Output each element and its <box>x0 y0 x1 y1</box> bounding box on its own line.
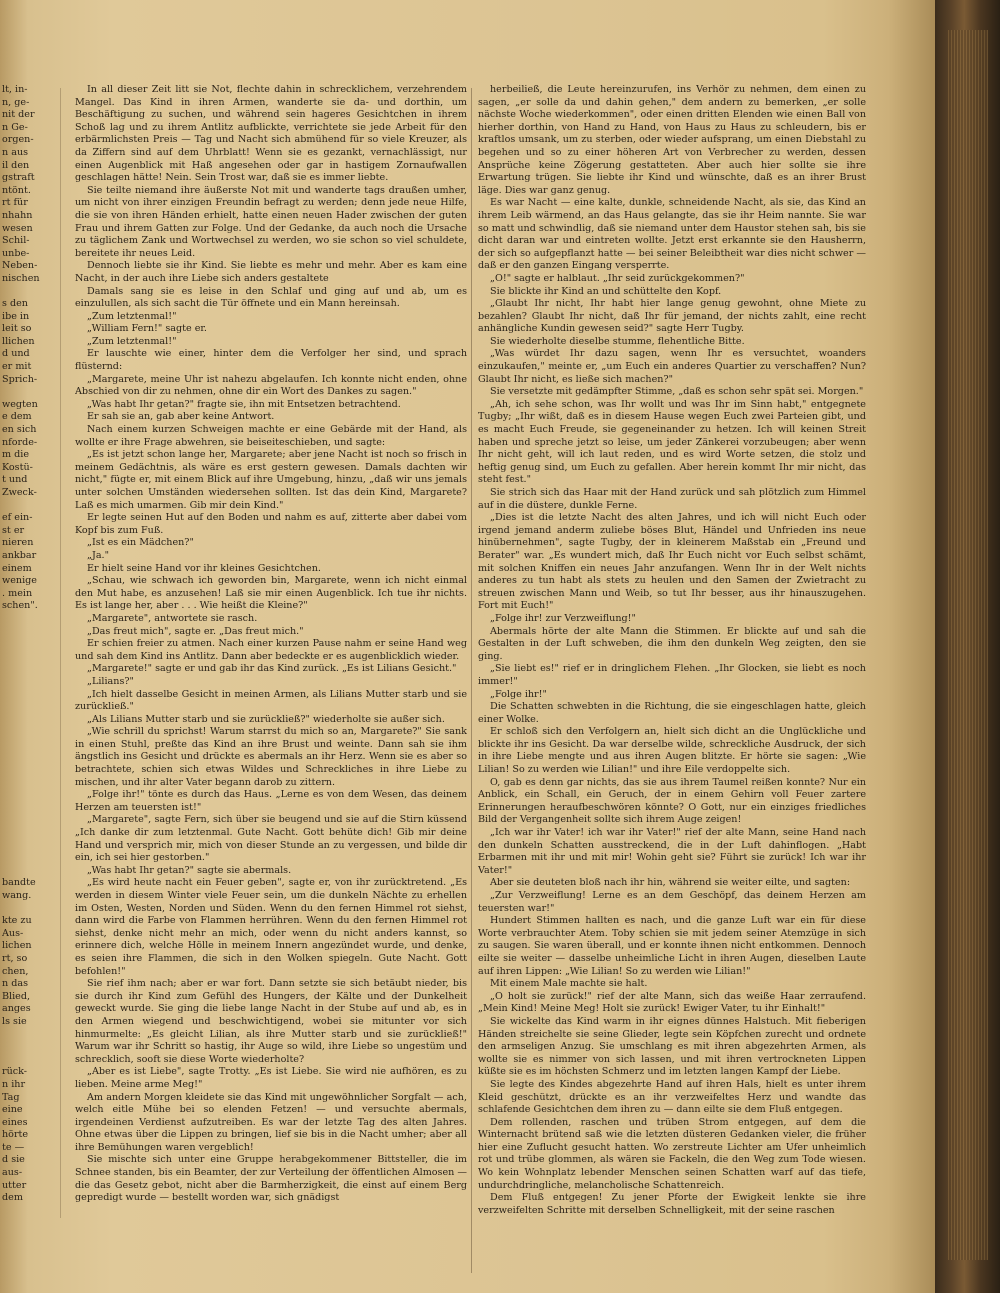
paragraph: „Margarete!" sagte er und gab ihr das Kind zurück. „Es ist Lilians Gesicht." <box>87 663 457 675</box>
paragraph: „Was habt Ihr getan?" sagte sie abermals. <box>87 864 292 876</box>
left-column-line: Neben- <box>2 260 38 272</box>
left-column-line: anges <box>2 1003 31 1015</box>
left-column-line <box>2 286 50 299</box>
paragraph: Am andern Morgen kleidete sie das Kind mit ungewöhnlicher Sorgfalt — ach, welch eitle Mühe bei so elenden Fetzen! — und versuchte abermals, irgendeinen Verdienst aufzutreiben. Es war der letzte Tag des alten Jahres. Ohne etwas über die Lippen zu bringen, lief sie bis in die Nacht umher; aber all ihre Bemühungen waren vergeblich! <box>75 1091 467 1153</box>
paragraph: „Glaubt Ihr nicht, Ihr habt hier lange genug gewohnt, ohne Miete zu bezahlen? Glaubt Ihr nicht, daß Ihr für jemand, der nichts zahlt, eine recht anhängliche Kundin gewesen seid?" sagte Herr Tugby. <box>478 298 866 335</box>
paragraph: Hundert Stimmen hallten es nach, und die ganze Luft war ein für diese Worte verbrauchter Atem. Toby schien sie mit jedem seiner Atemzüge in sich zu saugen. Sie waren überall, und er konnte ihnen nicht entkommen. Dennoch eilte sie weiter — dasselbe unheimliche Licht in ihren Augen, dieselben Laute auf ihren Lippen: „Wie Lilian! So zu werden wie Lilian!" <box>478 915 866 977</box>
left-column-line: lichen <box>2 940 32 952</box>
paragraph: In all dieser Zeit litt sie Not, flechte dahin in schrecklichem, verzehrendem Mangel. Das Kind in ihren Armen, wanderte sie da- und dorthin, um Beschäftigung zu suchen, und während sein hageres Gesichtchen in ihrem Schoß lag und zu ihrem Antlitz aufblickte, verrichtete sie jede Arbeit für den erbärmlichsten Preis — Tag und Nacht sich abmühend für so viele Kreuzer, als da Ziffern sind auf dem Uhrblatt! Wenn sie es gezankt, vernachlässigt, nur einen Augenblick mit Haß angesehen oder gar in hastigem Zornaufwallen geschlagen hätte! Nein. Sein Trost war, daß sie es immer liebte. <box>75 84 467 184</box>
paragraph: Nach einem kurzen Schweigen machte er eine Gebärde mit der Hand, als wollte er ihre Frage abwehren, sie beiseiteschieben, und sagte: <box>75 424 467 448</box>
paragraph: „Es wird heute nacht ein Feuer geben", sagte er, von ihr zurücktretend. „Es werden in diesem Winter viele Feuer sein, um die dunkeln Nächte zu erhellen im Osten, Westen, Norden und Süden. Wenn du den fernen Himmel rot siehst, dann wird die Farbe von Flammen herrühren. Wenn du den fernen Himmel rot siehst, denke nicht mehr an mich, oder wenn du nicht anders kannst, so erinnere dich, welche Hölle in meinem Innern angezündet wurde, und denke, es seien ihre Flammen, die sich in den Wolken spiegeln. Gute Nacht. Gott befohlen!" <box>75 877 467 977</box>
left-column-line: e dem <box>2 411 32 423</box>
paragraph: Sie teilte niemand ihre äußerste Not mit und wanderte tags draußen umher, um nicht von ihrer einzigen Freundin befragt zu werden; denn jede neue Hilfe, die sie von ihren Händen erhielt, hatte einen neuen Hader zwischen der guten Frau und ihrem Gatten zur Folge. Und der Gedanke, da auch noch die Ursache zu täglichem Zank und Wortwechsel zu werden, wo sie schon so viel schuldete, bereitete ihr neues Leid. <box>75 184 467 259</box>
left-column-line <box>2 814 50 827</box>
left-column-line <box>2 739 50 752</box>
left-column-line: Kostü- <box>2 461 33 473</box>
left-column-line: llichen <box>2 335 35 347</box>
left-column-line <box>2 689 50 702</box>
paragraph: Dennoch liebte sie ihr Kind. Sie liebte es mehr und mehr. Aber es kam eine Nacht, in der auch ihre Liebe sich anders gestaltete <box>75 260 467 284</box>
paragraph: „Das freut mich", sagte er. „Das freut mich." <box>87 625 304 637</box>
left-column-line <box>2 714 50 727</box>
left-column-line: n ihr <box>2 1078 26 1090</box>
paragraph: Aber sie deuteten bloß nach ihr hin, während sie weiter eilte, und sagten: <box>490 877 851 889</box>
left-column-line <box>2 726 50 739</box>
left-column-line: hörte <box>2 1129 29 1141</box>
left-column-line <box>2 701 50 714</box>
left-column-line: n, ge- <box>2 96 30 108</box>
left-column-line: t und <box>2 474 28 486</box>
paragraph: „Ah, ich sehe schon, was Ihr wollt und was Ihr im Sinn habt," entgegnete Tugby; „Ihr wißt, daß es in diesem Hause wegen Euch zwei Parteien gibt, und es macht Euch Freude, sie gegeneinander zu hetzen. Ich will keinen Streit haben und spreche jetzt so leise, um jeder Zänkerei vorzubeugen; aber wenn Ihr nicht geht, will ich laut reden, und es wird Worte setzen, die stolz und heftig genug sind, um Euch zu gefallen. Aber herein kommt Ihr mir nicht, das steht fest." <box>478 398 866 486</box>
left-column-line: dem <box>2 1192 23 1204</box>
left-column-line <box>2 789 50 802</box>
paragraph: „Zum letztenmal!" <box>87 335 177 347</box>
paragraph: O, gab es denn gar nichts, das sie aus ihrem Taumel reißen konnte? Nur ein Anblick, ein Schall, ein Geruch, der in einem Gehirn voll Feuer zartere Erinnerungen heraufbeschwören könnte? O Gott, nur ein einziges friedliches Bild der Vergangenheit sollte sich ihrem Auge zeigen! <box>478 776 866 826</box>
left-column-line: rt, so <box>2 952 28 964</box>
paragraph: „O!" sagte er halblaut. „Ihr seid zurückgekommen?" <box>490 272 745 284</box>
left-column-line: ibe in <box>2 310 30 322</box>
left-column-line <box>2 638 50 651</box>
left-column-line: n Ge- <box>2 121 28 133</box>
paragraph: „Was habt Ihr getan?" fragte sie, ihn mit Entsetzen betrachtend. <box>87 398 401 410</box>
left-column-line: wenige <box>2 575 37 587</box>
left-column-line <box>2 852 50 865</box>
paragraph: Die Schatten schwebten in die Richtung, die sie eingeschlagen hatte, gleich einer Wolke. <box>478 701 866 725</box>
left-column-line <box>2 1054 50 1067</box>
left-column-line: gstraft <box>2 172 35 184</box>
left-column-line <box>2 500 50 513</box>
paragraph: „Zur Verzweiflung! Lerne es an dem Geschöpf, das deinem Herzen am teuersten war!" <box>478 890 866 914</box>
paragraph: Sie legte des Kindes abgezehrte Hand auf ihren Hals, hielt es unter ihrem Kleid geschützt, drückte es an ihr verzweifeltes Herz und wandte das schlafende Gesichtchen dem ihren zu — dann eilte sie dem Fluß entgegen. <box>478 1078 866 1116</box>
left-column-fragment <box>2 84 50 1205</box>
left-column-line: ankbar <box>2 549 37 561</box>
column-divider-left <box>60 88 61 1218</box>
left-column-line: st er <box>2 524 25 536</box>
paragraph: Sie versetzte mit gedämpfter Stimme, „daß es schon sehr spät sei. Morgen." <box>490 386 864 398</box>
paragraph: „Lilians?" <box>87 675 134 687</box>
left-column-line: d sie <box>2 1154 25 1166</box>
left-column-line: leit so <box>2 323 32 335</box>
paragraph: Sie strich sich das Haar mit der Hand zurück und sah plötzlich zum Himmel auf in die düstere, dunkle Ferne. <box>478 487 866 511</box>
paragraph: Er schloß sich den Verfolgern an, hielt sich dicht an die Unglückliche und blickte ihr ins Gesicht. Da war derselbe wilde, schreckliche Ausdruck, der sich in ihre Liebe mengte und aus ihren Augen blitzte. Er hörte sie sagen: „Wie Lilian! So zu werden wie Lilian!" und ihre Eile verdoppelte sich. <box>478 726 866 776</box>
left-column-line: Schil- <box>2 235 30 247</box>
paragraph: Sie mischte sich unter eine Gruppe herabgekommener Bittsteller, die im Schnee standen, bis ein Beamter, der zur Verteilung der öffentlichen Almosen — die das Gesetz gebot, nicht aber die Barmherzigkeit, die einst auf einem Berg gepredigt wurde — bestellt worden war, sich gnädigst <box>75 1154 467 1204</box>
left-column-line: unbe- <box>2 247 30 259</box>
left-column-line <box>2 651 50 664</box>
left-column-line: einem <box>2 562 32 574</box>
paragraph: „Wie schrill du sprichst! Warum starrst du mich so an, Margarete?" Sie sank in einen Stuhl, preßte das Kind an ihre Brust und weinte. Dann sah sie ihm ängstlich ins Gesicht und drückte es abermals an ihr Herz. Wenn sie es aber so betrachtete, schien sich etwas Wildes und Schreckliches in ihre Liebe zu mischen, und ihr alter Vater begann darob zu zittern. <box>75 726 467 788</box>
paragraph: Dem rollenden, raschen und trüben Strom entgegen, auf dem die Winternacht brütend saß wie die letzten düsteren Gedanken vieler, die früher hier eine Zuflucht gesucht hatten. Wo zerstreute Lichter am Ufer unheimlich rot und trübe glommen, als wären sie Fackeln, die den Weg zum Tode wiesen. Wo kein Wohnplatz lebender Menschen seinen Schatten warf auf das tiefe, undurchdringliche, melancholische Schattenreich. <box>478 1116 866 1191</box>
left-column-line: en sich <box>2 424 37 436</box>
left-column-line <box>2 840 50 853</box>
left-column-line: rt für <box>2 197 28 209</box>
left-column-line <box>2 865 50 878</box>
left-column-line: nieren <box>2 537 34 549</box>
left-column-line: ntönt. <box>2 184 31 196</box>
left-column-line: il den <box>2 159 30 171</box>
paragraph: Es war Nacht — eine kalte, dunkle, schneidende Nacht, als sie, das Kind an ihrem Leib wärmend, an das Haus gelangte, das sie ihr Heim nannte. Sie war so matt und schwindlig, daß sie niemand unter dem Haustor stehen sah, bis sie dicht daran war und eintreten wollte. Jetzt erst erkannte sie den Hausherrn, der sich so aufgepflanzt hatte — bei seiner Beleibtheit war dies nicht schwer — daß er den ganzen Eingang versperrte. <box>478 197 866 272</box>
paragraph: „Ja." <box>87 549 109 561</box>
left-column-line <box>2 676 50 689</box>
paragraph: „Aber es ist Liebe", sagte Trotty. „Es ist Liebe. Sie wird nie aufhören, es zu lieben. Meine arme Meg!" <box>75 1066 467 1090</box>
left-column-line: Blied, <box>2 990 31 1002</box>
left-column-line: ls sie <box>2 1015 27 1027</box>
paragraph: Er legte seinen Hut auf den Boden und nahm es auf, zitterte aber dabei vom Kopf bis zum Fuß. <box>75 512 467 536</box>
paragraph: Damals sang sie es leise in den Schlaf und ging auf und ab, um es einzulullen, als sich sacht die Tür öffnete und ein Mann hereinsah. <box>75 285 467 310</box>
paragraph: Er sah sie an, gab aber keine Antwort. <box>87 411 275 423</box>
left-column-line: wang. <box>2 890 32 901</box>
left-column-line: te — <box>2 1141 25 1153</box>
column-divider <box>471 88 472 1273</box>
paragraph: „Margarete, meine Uhr ist nahezu abgelaufen. Ich konnte nicht enden, ohne Abschied von dir zu nehmen, ohne dir ein Wort des Dankes zu sagen." <box>75 373 467 398</box>
left-column-line <box>2 1041 50 1054</box>
paragraph: „Folge ihr!" <box>490 688 547 700</box>
left-column-line: Sprich- <box>2 373 38 385</box>
left-column-line <box>2 386 50 399</box>
left-column-line: eine <box>2 1104 23 1116</box>
left-column-line <box>2 777 50 790</box>
paragraph: Sie wiederholte dieselbe stumme, flehentliche Bitte. <box>490 335 745 347</box>
paragraph: „Margarete", sagte Fern, sich über sie beugend und sie auf die Stirn küssend „Ich danke dir zum letztenmal. Gute Nacht. Gott behüte dich! Gib mir deine Hand und versprich mir, mich von dieser Stunde an zu vergessen, und bilde dir ein, ich sei hier gestorben." <box>75 814 467 864</box>
paragraph: „Margarete", antwortete sie rasch. <box>87 612 258 624</box>
left-column-line <box>2 802 50 815</box>
left-column-line: utter <box>2 1179 27 1191</box>
left-column-line: ef ein- <box>2 512 33 524</box>
paragraph: Dem Fluß entgegen! Zu jener Pforte der Ewigkeit lenkte sie ihre verzweifelten Schritte mit derselben Schnelligkeit, mit der seine raschen <box>478 1192 866 1216</box>
paragraph: Er schien freier zu atmen. Nach einer kurzen Pause nahm er seine Hand weg und sah dem Kind ins Antlitz. Dann aber bedeckte er es augenblicklich wieder. <box>75 638 467 662</box>
left-column-line: n aus <box>2 146 29 158</box>
left-column-line: s den <box>2 298 28 310</box>
paragraph: „Als Lilians Mutter starb und sie zurückließ?" wiederholte sie außer sich. <box>87 713 445 725</box>
paragraph: Abermals hörte der alte Mann die Stimmen. Er blickte auf und sah die Gestalten in der Luft schweben, die ihm den dunkeln Weg zeigten, den sie ging. <box>478 625 866 662</box>
left-column-line: rück- <box>2 1066 28 1078</box>
left-column-line <box>2 751 50 764</box>
left-column-line: kte zu <box>2 915 32 927</box>
paragraph: „Dies ist die letzte Nacht des alten Jahres, und ich will nicht Euch oder irgend jemand anderm zuliebe böses Blut, Händel und Unfrieden ins neue hinübernehmen", sagte Tugby, der in kleinerem Maßstab ein „Freund und Berater" war. „Es wundert mich, daß Ihr Euch nicht vor Euch selbst schämt, mit solchen Kniffen ein neues Jahr anzufangen. Wenn Ihr in der Welt nichts anderes zu tun habt als stets zu heulen und den Samen der Zwietracht zu streuen zwischen Mann und Weib, so tut Ihr besser, aus ihr hinauszugehen. Fort mit Euch!" <box>478 512 866 612</box>
left-column-line: nforde- <box>2 436 38 448</box>
paragraph: herbeiließ, die Leute hereinzurufen, ins Verhör zu nehmen, dem einen zu sagen, „er solle da und dahin gehen," dem andern zu bemerken, „er solle nächste Woche wiederkommen", oder einen dritten Elenden wie einen Ball von hierher dorthin, von Hand zu Hand, von Haus zu Haus zu schleudern, bis er kraftlos umsank, um zu sterben, oder wieder aufsprang, um einen Diebstahl zu begehen und so zu einer höheren Art von Verbrecher zu werden, dessen Ansprüche keine Zögerung gestatteten. Aber auch hier sollte sie ihre Erwartung trügen. Sie liebte ihr Kind und wünschte, daß es an ihrer Brust läge. Dies war ganz genug. <box>478 84 866 196</box>
paragraph: „William Fern!" sagte er. <box>87 323 207 335</box>
left-column-line: lt, in- <box>2 84 28 95</box>
left-column-line <box>2 626 50 639</box>
left-column-line: chen, <box>2 965 29 977</box>
left-column-line: schen". <box>2 600 38 612</box>
paragraph: „Was würdet Ihr dazu sagen, wenn Ihr es versuchtet, woanders einzukaufen," meinte er, „um Euch ein anderes Quartier zu verschaffen? Nun? Glaubt Ihr nicht, es ließe sich machen?" <box>478 348 866 385</box>
left-column-line <box>2 764 50 777</box>
paragraph: „Ich war ihr Vater! ich war ihr Vater!" rief der alte Mann, seine Hand nach den dunkeln Schatten ausstreckend, die in der Luft dahinflogen. „Habt Erbarmen mit ihr und mit mir! Wohin geht sie? Führt sie zurück! Ich war ihr Vater!" <box>478 827 866 876</box>
left-column-line: aus- <box>2 1167 23 1179</box>
left-column-line: Aus- <box>2 927 24 939</box>
page-edges <box>948 30 988 1260</box>
left-column-line: er mit <box>2 361 32 373</box>
left-column-line: nhahn <box>2 209 33 221</box>
left-column-line: eines <box>2 1116 28 1128</box>
left-column-line: wegten <box>2 398 38 410</box>
left-column-line <box>2 663 50 676</box>
paragraph: „Es ist jetzt schon lange her, Margarete; aber jene Nacht ist noch so frisch in meinem Gedächtnis, als wäre es erst gestern gewesen. Damals dachten wir nicht," fügte er, mit einem Blick auf ihre Umgebung, hinzu, „daß wir uns jemals unter solchen Umständen wiedersehen sollten. Ist das dein Kind, Margarete? Laß es mich umarmen. Gib mir dein Kind." <box>75 449 467 511</box>
left-column-line: Zweck- <box>2 487 37 498</box>
paragraph: „Folge ihr!" tönte es durch das Haus. „Lerne es von dem Wesen, das deinem Herzen am teuersten ist!" <box>75 789 467 813</box>
left-column-line: orgen- <box>2 134 34 146</box>
left-column-line: d und <box>2 348 30 360</box>
paragraph: Er hielt seine Hand vor ihr kleines Gesichtchen. <box>87 562 321 574</box>
paragraph: „Folge ihr! zur Verzweiflung!" <box>490 612 636 624</box>
left-column-line <box>2 827 50 840</box>
left-column-line: . mein <box>2 587 33 599</box>
left-column-line <box>2 903 50 916</box>
paragraph: „Zum letztenmal!" <box>87 310 177 322</box>
right-text-column <box>478 84 866 1217</box>
left-column-line: Tag <box>2 1091 20 1103</box>
paragraph: „Sie liebt es!" rief er in dringlichem Flehen. „Ihr Glocken, sie liebt es noch immer!" <box>478 663 866 687</box>
paragraph: „Ich hielt dasselbe Gesicht in meinen Armen, als Lilians Mutter starb und sie zurückließ." <box>75 688 467 713</box>
left-column-line: m die <box>2 449 30 461</box>
left-column-line: nit der <box>2 109 35 121</box>
paragraph: Sie wickelte das Kind warm in ihr eignes dünnes Halstuch. Mit fieberigen Händen streichelte sie seine Glieder, legte sein Köpfchen zurecht und ordnete den armseligen Anzug. Sie umschlang es mit ihren abgezehrten Armen, als wollte sie es nimmer von sich lassen, und mit ihren vertrockneten Lippen küßte sie es im höchsten Schmerz und im letzten langen Kampf der Liebe. <box>478 1015 866 1078</box>
left-column-line: wesen <box>2 222 33 234</box>
paragraph: „O holt sie zurück!" rief der alte Mann, sich das weiße Haar zerraufend. „Mein Kind! Meine Meg! Holt sie zurück! Ewiger Vater, tu ihr Einhalt!" <box>478 990 866 1015</box>
left-column-line <box>2 613 50 626</box>
paragraph: Sie rief ihm nach; aber er war fort. Dann setzte sie sich betäubt nieder, bis sie durch ihr Kind zum Gefühl des Hungers, der Kälte und der Dunkelheit geweckt wurde. Sie ging die liebe lange Nacht in der Stube auf und ab, es in den Armen wiegend und beschwichtigend, wobei sie mitunter vor sich hinmurmelte: „Es gleicht Lilian, als ihre Mutter starb und sie zurückließ!" Warum war ihr Schritt so hastig, ihr Auge so wild, ihre Liebe so ungestüm und schrecklich, sooft sie diese Worte wiederholte? <box>75 978 467 1065</box>
paragraph: „Schau, wie schwach ich geworden bin, Margarete, wenn ich nicht einmal den Mut habe, es anzusehen! Laß sie mir einen Augenblick. Ich tue ihr nichts. Es ist lange her, aber . . . Wie heißt die Kleine?" <box>75 575 467 612</box>
left-column-line: n das <box>2 978 29 990</box>
paragraph: Sie blickte ihr Kind an und schüttelte den Kopf. <box>490 285 722 297</box>
left-column-line <box>2 1029 50 1042</box>
paragraph: Mit einem Male machte sie halt. <box>490 978 648 990</box>
left-column-line: bandte <box>2 877 36 889</box>
paragraph: Er lauschte wie einer, hinter dem die Verfolger her sind, und sprach flüsternd: <box>75 348 467 373</box>
middle-text-column <box>75 84 467 1205</box>
left-column-line: nischen <box>2 272 40 284</box>
paragraph: „Ist es ein Mädchen?" <box>87 537 194 549</box>
